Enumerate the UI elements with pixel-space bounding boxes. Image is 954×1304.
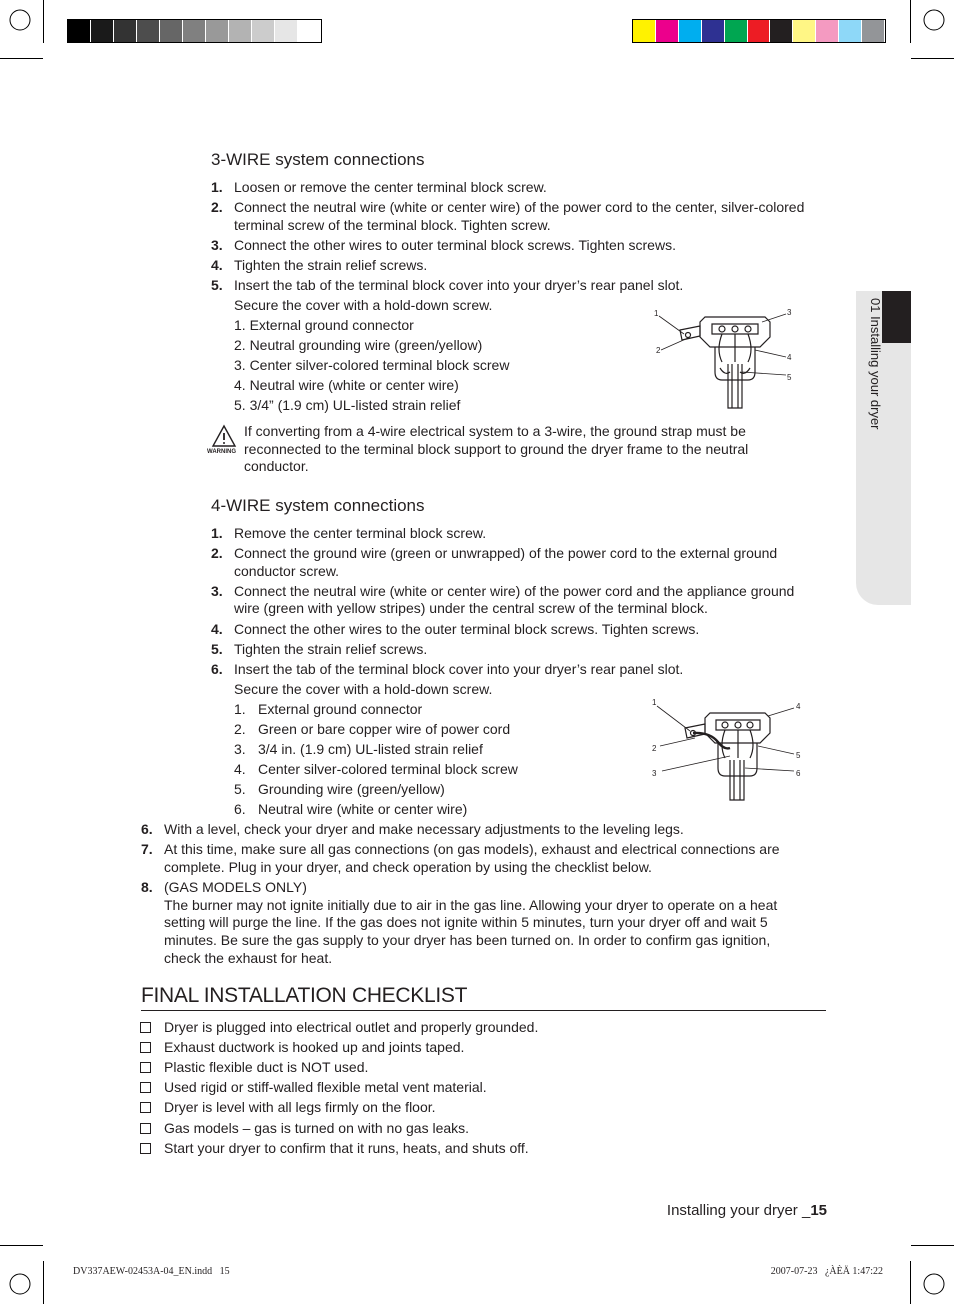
color-swatch: [725, 20, 748, 42]
checklist-item: Exhaust ductwork is hooked up and joints taped.: [164, 1039, 465, 1055]
step-text: Tighten the strain relief screws.: [234, 257, 428, 273]
step-number: 1.: [211, 525, 223, 541]
step-number: 5.: [211, 641, 223, 657]
gray-swatch-bar: [67, 19, 322, 43]
legend-item: 5. 3/4” (1.9 cm) UL-listed strain relief: [234, 397, 461, 413]
page-number: 15: [810, 1202, 827, 1219]
color-swatch: [298, 20, 321, 42]
checklist-rule: [141, 1010, 826, 1011]
checklist-title: FINAL INSTALLATION CHECKLIST: [141, 984, 468, 1007]
warning-text: conductor.: [244, 458, 309, 474]
legend-item: Neutral wire (white or center wire): [258, 801, 468, 817]
step-text: Tighten the strain relief screws.: [234, 641, 428, 657]
warning-icon: [211, 424, 237, 448]
color-swatch: [839, 20, 862, 42]
step-number: 3.: [211, 237, 223, 253]
step-number: 8.: [141, 879, 153, 895]
step-text: minutes. Be sure the gas supply to your dryer has been turned on. In order to confirm gas ignition,: [164, 932, 771, 948]
checkbox-icon: [140, 1082, 151, 1093]
step-number: 7.: [141, 841, 153, 857]
diagram-label: 3: [652, 769, 657, 778]
diagram-label: 6: [796, 769, 801, 778]
legend-number: 5.: [234, 781, 246, 797]
print-file-name: DV337AEW-02453A-04_EN.indd 15: [73, 1266, 230, 1277]
legend-item: Grounding wire (green/yellow): [258, 781, 445, 797]
legend-number: 1.: [234, 701, 246, 717]
color-swatch: [816, 20, 839, 42]
color-swatch: [633, 20, 656, 42]
step-text: setting will purge the line. If the gas does not ignite within 5 minutes, turn your dryer off and wait 5: [164, 914, 768, 930]
terminal-block-diagram-4-wire: [650, 696, 805, 806]
step-text: Insert the tab of the terminal block cover into your dryer’s rear panel slot.: [234, 661, 684, 677]
diagram-label: 4: [787, 353, 792, 362]
checkbox-icon: [140, 1102, 151, 1113]
color-swatch: [702, 20, 725, 42]
step-text: complete. Plug in your dryer, and check operation by using the checklist below.: [164, 859, 652, 875]
color-swatch: [770, 20, 793, 42]
legend-item: 2. Neutral grounding wire (green/yellow): [234, 337, 483, 353]
legend-item: Center silver-colored terminal block screw: [258, 761, 518, 777]
step-text: Secure the cover with a hold-down screw.: [234, 681, 493, 697]
step-text: Connect the other wires to the outer terminal block screws. Tighten screws.: [234, 621, 700, 637]
step-number: 2.: [211, 199, 223, 215]
legend-item: 1. External ground connector: [234, 317, 414, 333]
step-number: 4.: [211, 257, 223, 273]
checklist-item: Start your dryer to confirm that it runs, heats, and shuts off.: [164, 1140, 529, 1156]
step-number: 6.: [211, 661, 223, 677]
diagram-label: 5: [796, 751, 801, 760]
footer-section: Installing your dryer _: [666, 1202, 811, 1219]
checklist-item: Dryer is plugged into electrical outlet and properly grounded.: [164, 1019, 539, 1035]
step-text: Remove the center terminal block screw.: [234, 525, 487, 541]
color-swatch: [656, 20, 679, 42]
warning-icon-label: WARNING: [207, 449, 236, 455]
step-text: conductor screw.: [234, 563, 340, 579]
step-number: 5.: [211, 277, 223, 293]
page-footer: [667, 1202, 827, 1219]
color-swatch: [275, 20, 298, 42]
step-number: 4.: [211, 621, 223, 637]
legend-number: 4.: [234, 761, 246, 777]
color-swatch: [793, 20, 816, 42]
diagram-label: 5: [787, 373, 792, 382]
step-text: Connect the neutral wire (white or center wire) of the power cord to the center, silver-colored: [234, 199, 805, 215]
color-swatch: [748, 20, 771, 42]
side-tab-marker: [882, 291, 911, 343]
step-text: terminal screw of the terminal block. Tighten screw.: [234, 217, 551, 233]
checklist-item: Dryer is level with all legs firmly on the floor.: [164, 1099, 436, 1115]
side-tab-label: 01 Installing your dryer: [868, 298, 883, 430]
color-swatch: [160, 20, 183, 42]
color-swatch: [114, 20, 137, 42]
legend-number: 3.: [234, 741, 246, 757]
diagram-label: 3: [787, 308, 792, 317]
checklist-item: Used rigid or stiff-walled flexible metal vent material.: [164, 1079, 487, 1095]
section-heading-4-wire: 4-WIRE system connections: [211, 496, 425, 515]
color-swatch: [68, 20, 91, 42]
step-text: wire (green with yellow stripes) under the central screw of the terminal block.: [234, 600, 708, 616]
color-swatch: [206, 20, 229, 42]
warning-text: If converting from a 4-wire electrical system to a 3-wire, the ground strap must be: [244, 423, 746, 439]
color-swatch: [679, 20, 702, 42]
checklist-item: Plastic flexible duct is NOT used.: [164, 1059, 369, 1075]
legend-item: 3/4 in. (1.9 cm) UL-listed strain relief: [258, 741, 483, 757]
section-heading-3-wire: 3-WIRE system connections: [211, 150, 425, 169]
warning-text: reconnected to the terminal block support to ground the dryer frame to the neutral: [244, 441, 749, 457]
diagram-label: 2: [652, 744, 657, 753]
terminal-block-diagram-3-wire: [650, 302, 800, 412]
step-text: check the exhaust for heat.: [164, 950, 333, 966]
diagram-label: 1: [654, 309, 659, 318]
step-number: 2.: [211, 545, 223, 561]
color-swatch: [137, 20, 160, 42]
color-swatch-bar: [632, 19, 886, 43]
color-swatch: [91, 20, 114, 42]
checkbox-icon: [140, 1042, 151, 1053]
diagram-label: 2: [656, 346, 661, 355]
checklist-item: Gas models – gas is turned on with no gas leaks.: [164, 1120, 470, 1136]
step-text: Insert the tab of the terminal block cover into your dryer’s rear panel slot.: [234, 277, 684, 293]
diagram-label: 4: [796, 702, 801, 711]
step-text: At this time, make sure all gas connections (on gas models), exhaust and electrical connections are: [164, 841, 780, 857]
color-swatch: [862, 20, 885, 42]
color-swatch: [183, 20, 206, 42]
step-text: Connect the other wires to outer terminal block screws. Tighten screws.: [234, 237, 676, 253]
print-timestamp: 2007-07-23 ¿ÀÈÄ 1:47:22: [770, 1266, 883, 1277]
step-text: Secure the cover with a hold-down screw.: [234, 297, 493, 313]
checkbox-icon: [140, 1022, 151, 1033]
legend-item: Green or bare copper wire of power cord: [258, 721, 511, 737]
color-swatch: [229, 20, 252, 42]
legend-number: 6.: [234, 801, 246, 817]
step-text: The burner may not ignite initially due to air in the gas line. Allowing your dryer to operate on a heat: [164, 897, 778, 913]
legend-item: 3. Center silver-colored terminal block screw: [234, 357, 510, 373]
step-number: 3.: [211, 583, 223, 599]
step-number: 1.: [211, 179, 223, 195]
legend-item: 4. Neutral wire (white or center wire): [234, 377, 459, 393]
legend-number: 2.: [234, 721, 246, 737]
step-text: (GAS MODELS ONLY): [164, 879, 307, 895]
checkbox-icon: [140, 1143, 151, 1154]
checkbox-icon: [140, 1062, 151, 1073]
step-number: 6.: [141, 821, 153, 837]
diagram-label: 1: [652, 698, 657, 707]
step-text: Loosen or remove the center terminal block screw.: [234, 179, 547, 195]
step-text: Connect the neutral wire (white or center wire) of the power cord and the appliance ground: [234, 583, 795, 599]
step-text: Connect the ground wire (green or unwrapped) of the power cord to the external ground: [234, 545, 778, 561]
color-swatch: [252, 20, 275, 42]
step-text: With a level, check your dryer and make necessary adjustments to the leveling legs.: [164, 821, 684, 837]
legend-item: External ground connector: [258, 701, 423, 717]
checkbox-icon: [140, 1123, 151, 1134]
